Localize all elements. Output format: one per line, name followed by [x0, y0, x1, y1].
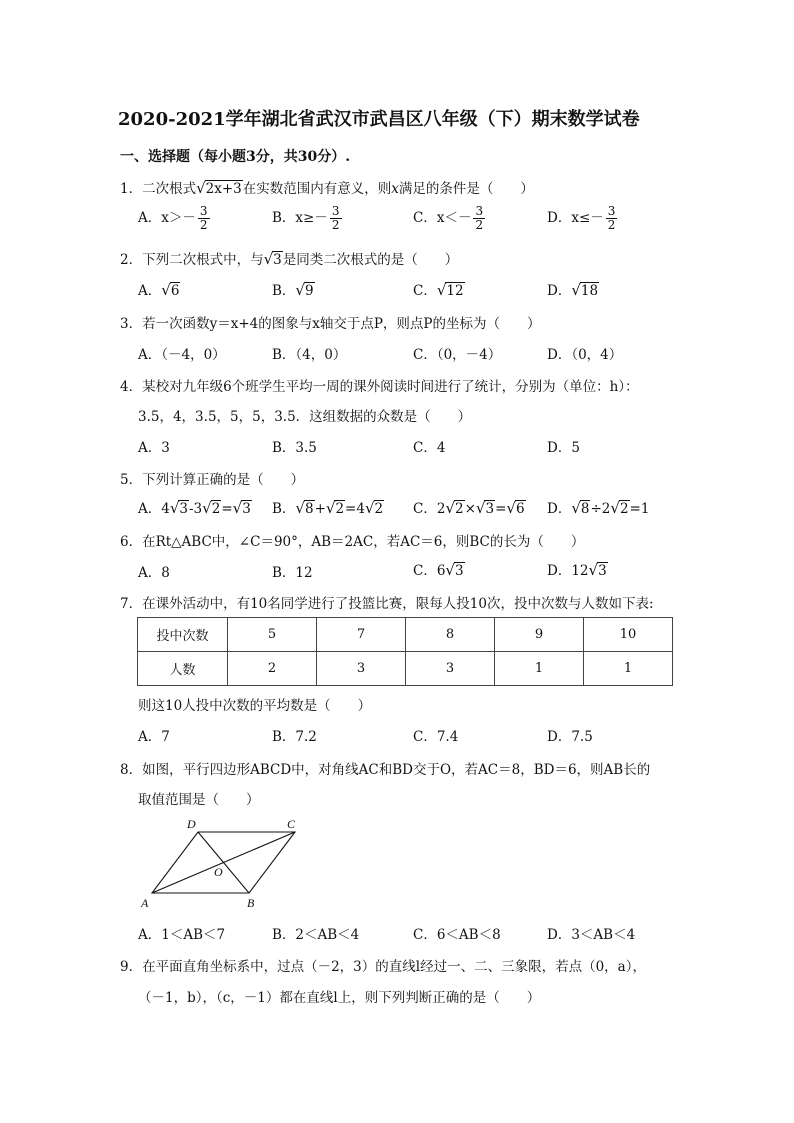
table-cell: 9: [495, 618, 584, 652]
q3-option-b: B．（4，0）: [272, 347, 347, 363]
q4-option-a: A．3: [138, 440, 170, 456]
question-6: 6．在Rt△ABC中，∠C＝90°，AB＝2AC，若AC＝6，则BC的长为（ ）: [120, 534, 585, 550]
q7-option-a: A．7: [138, 729, 170, 745]
table-cell: 7: [317, 618, 406, 652]
q6-option-c: C．6√3: [413, 561, 464, 579]
table-cell: 10: [584, 618, 673, 652]
q4-option-c: C．4: [413, 440, 446, 456]
q1-option-c: C．x＜－ $\frac{3}{2}$: [413, 204, 484, 232]
q1-option-d: D．x≤－ $\frac{3}{2}$: [547, 204, 616, 232]
question-4-line-2: 3.5，4，3.5，5，5，3.5．这组数据的众数是（ ）: [138, 409, 472, 425]
q5-option-a: A．4√3-3√2=√3: [138, 499, 251, 517]
question-8-line-2: 取值范围是（ ）: [138, 792, 260, 808]
table-cell: 5: [228, 618, 317, 652]
q5-option-d: D．√8÷2√2=1: [547, 499, 650, 517]
table-cell: 1: [495, 652, 584, 686]
table-cell: 1: [584, 652, 673, 686]
q6-option-a: A．8: [138, 565, 170, 581]
table-row: [138, 652, 673, 686]
table-cell: 8: [406, 618, 495, 652]
q8-option-d: D．3＜AB＜4: [547, 927, 636, 943]
table-cell: 3: [317, 652, 406, 686]
parallelogram-figure: [135, 815, 315, 910]
table-cell: 2: [228, 652, 317, 686]
q2-option-b: B．√9: [272, 281, 314, 299]
q7-option-b: B．7.2: [272, 729, 317, 745]
q6-option-b: B．12: [272, 565, 313, 581]
label-o: O: [214, 865, 223, 879]
q2-option-c: C．√12: [413, 281, 464, 299]
question-2: 2．下列二次根式中，与√3是同类二次根式的是（ ）: [120, 250, 459, 268]
table-cell: 3: [406, 652, 495, 686]
q8-option-a: A．1＜AB＜7: [138, 927, 226, 943]
label-b: B: [247, 896, 255, 910]
q8-option-c: C．6＜AB＜8: [413, 927, 501, 943]
q3-option-a: A．（－4，0）: [138, 347, 226, 363]
radicand: 2x+3: [205, 181, 242, 197]
label-d: D: [187, 817, 196, 831]
question-1: 1．二次根式√2x+3在实数范围内有意义，则x满足的条件是（ ）: [120, 179, 534, 197]
table-row: [138, 618, 673, 652]
q7-option-c: C．7.4: [413, 729, 459, 745]
q8-option-b: B．2＜AB＜4: [272, 927, 360, 943]
question-9-line-1: 9．在平面直角坐标系中，过点（－2，3）的直线l经过一、二、三象限，若点（0，a），: [120, 959, 646, 975]
section-heading: 一、选择题（每小题3分，共30分）.: [120, 149, 351, 165]
q1-option-b: B．x≥－ $\frac{3}{2}$: [272, 204, 340, 232]
label-a: A: [141, 896, 149, 910]
q4-option-d: D．5: [547, 440, 580, 456]
page-title: 2020-2021学年湖北省武汉市武昌区八年级（下）期末数学试卷: [118, 109, 640, 130]
q1-option-a: A．x＞－ $\frac{3}{2}$: [138, 204, 208, 232]
q3-option-c: C．（0，－4）: [413, 347, 502, 363]
q5-option-b: B．√8+√2=4√2: [272, 499, 384, 517]
q7-option-d: D．7.5: [547, 729, 593, 745]
question-9-line-2: （－1，b），（c，－1）都在直线l上，则下列判断正确的是（ ）: [138, 990, 541, 1006]
question-8-line-1: 8．如图，平行四边形ABCD中，对角线AC和BD交于O，若AC＝8，BD＝6，则AB长的: [120, 762, 651, 778]
question-3: 3．若一次函数y＝x+4的图象与x轴交于点P，则点P的坐标为（ ）: [120, 316, 541, 332]
question-4-line-1: 4．某校对九年级6个班学生平均一周的课外阅读时间进行了统计，分别为（单位：h）：: [120, 379, 639, 395]
question-5: 5．下列计算正确的是（ ）: [120, 472, 305, 488]
score-table: [137, 617, 673, 686]
q6-option-d: D．12√3: [547, 561, 607, 579]
q2-option-a: A．√6: [138, 281, 180, 299]
table-cell: 人数: [138, 652, 228, 686]
table-cell: 投中次数: [138, 618, 228, 652]
question-7-after: 则这10人投中次数的平均数是（ ）: [138, 698, 372, 714]
q4-option-b: B．3.5: [272, 440, 317, 456]
label-c: C: [287, 817, 296, 831]
q5-option-c: C．2√2×√3=√6: [413, 499, 525, 517]
question-7: 7．在课外活动中，有10名同学进行了投篮比赛，限每人投10次，投中次数与人数如下表:: [120, 596, 654, 612]
q3-option-d: D．（0，4）: [547, 347, 623, 363]
q2-option-d: D．√18: [547, 281, 599, 299]
